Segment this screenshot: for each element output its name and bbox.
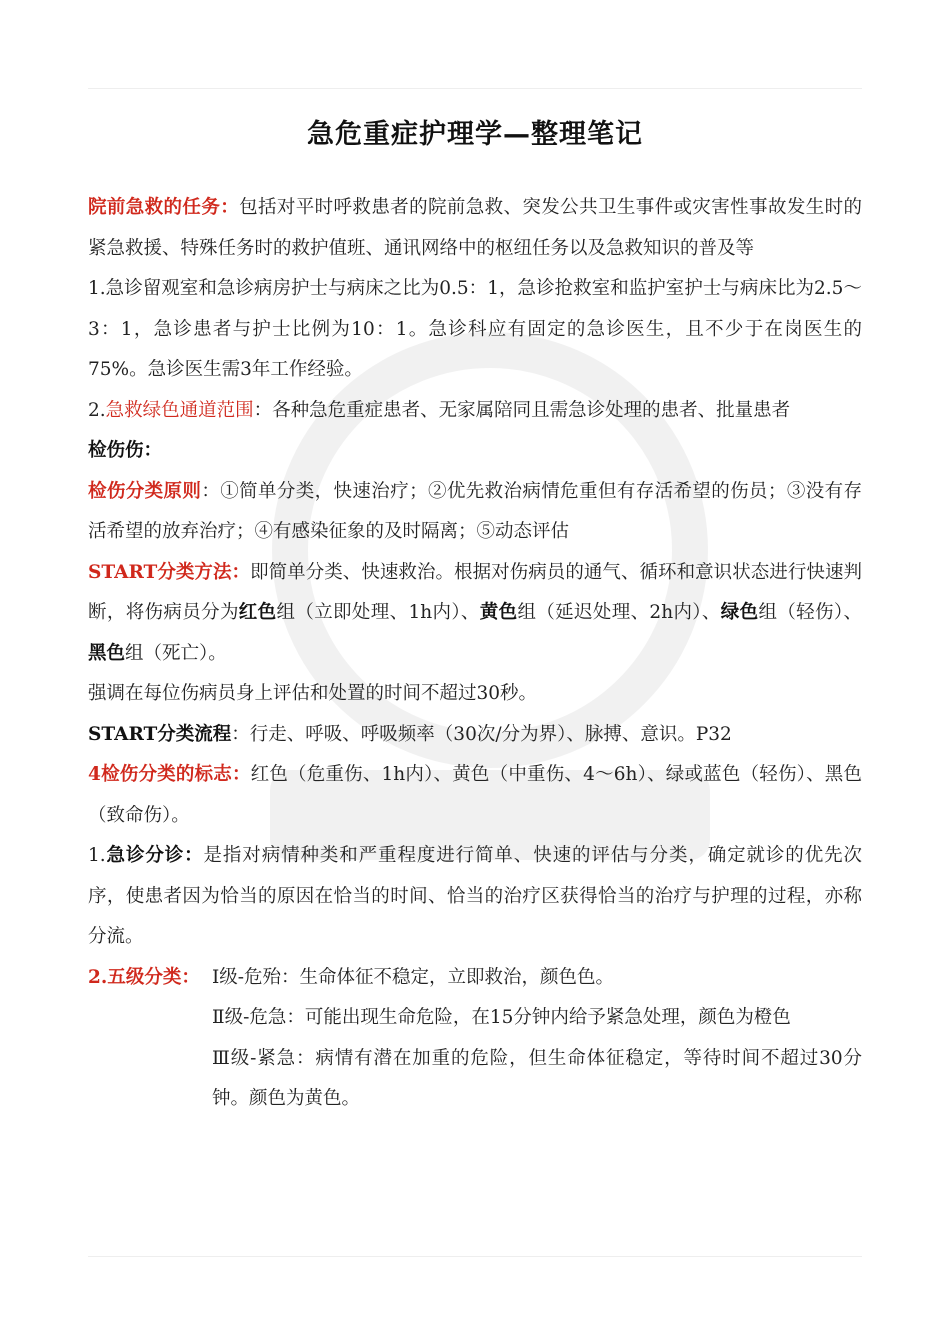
paragraph-triage-markers: 4检伤分类的标志：红色（危重伤、1h内）、黄色（中重伤、4～6h）、绿或蓝色（轻伤）、黑色（致命伤）。: [88, 764, 862, 826]
label-triage-principles: 检伤分类原则: [88, 480, 202, 502]
paragraph-triage-principles: 检伤分类原则：①简单分类，快速治疗；②优先救治病情危重但有存活希望的伤员；③没有存活希望的放弃治疗；④有感染征象的及时隔离；⑤动态评估: [88, 480, 862, 542]
document-body: [88, 188, 862, 1120]
label-start-flow: START分类流程: [88, 723, 232, 745]
label-start-method: START分类方法：: [88, 561, 251, 583]
paragraph-start-method: START分类方法：即简单分类、快速救治。根据对伤病员的通气、循环和意识状态进行快速判断，将伤病员分为红色组（立即处理、1h内）、黄色组（延迟处理、2h内）、绿色组（轻伤）、黑色组（死亡）。: [88, 561, 862, 664]
paragraph-start-flow: START分类流程：行走、呼吸、呼吸频率（30次/分为界）、脉搏、意识。P32: [88, 723, 732, 745]
grade-3: Ⅲ级-紧急：病情有潜在加重的危险，但生命体征稳定，等待时间不超过30分钟。颜色为黄色。: [212, 1047, 862, 1109]
grade-1: Ⅰ级-危殆：生命体征不稳定，立即救治，颜色色。: [212, 966, 615, 988]
paragraph-staff-ratio: 1.急诊留观室和急诊病房护士与病床之比为0.5：1，急诊抢救室和监护室护士与病床比为2.5～3：1，急诊患者与护士比例为10：1。急诊科应有固定的急诊医生，且不少于在岗医生的75%。急诊医生需3年工作经验。: [88, 278, 862, 380]
label-emergency-triage: 急诊分诊：: [105, 845, 204, 866]
five-level-classification: [88, 958, 862, 999]
label-five-level: 2.五级分类：: [88, 966, 200, 988]
label-prehospital-tasks: 院前急救的任务：: [88, 197, 240, 218]
paragraph-time-limit: 强调在每位伤病员身上评估和处置的时间不超过30秒。: [88, 683, 538, 704]
paragraph-emergency-triage: 1.急诊分诊：是指对病情种类和严重程度进行简单、快速的评估与分类，确定就诊的优先次序，使患者因为恰当的原因在恰当的时间、恰当的治疗区获得恰当的治疗与护理的过程，亦称分流。: [88, 845, 862, 947]
label-green-channel: 急救绿色通道范围: [105, 399, 254, 421]
label-triage-markers: 4检伤分类的标志：: [88, 764, 251, 785]
page-title: 急危重症护理学—整理笔记: [307, 119, 643, 150]
bottom-divider: [88, 1256, 862, 1257]
heading-triage: 检伤伤：: [88, 440, 163, 461]
paragraph-green-channel: 2.急救绿色通道范围：各种急危重症患者、无家属陪同且需急诊处理的患者、批量患者: [88, 399, 791, 421]
top-divider: [88, 88, 862, 89]
paragraph-prehospital-tasks: 院前急救的任务：包括对平时呼救患者的院前急救、突发公共卫生事件或灾害性事故发生时的紧急救援、特殊任务时的救护值班、通讯网络中的枢纽任务以及急救知识的普及等: [88, 197, 862, 259]
grade-2: Ⅱ级-危急：可能出现生命危险，在15分钟内给予紧急处理，颜色为橙色: [212, 1007, 791, 1028]
